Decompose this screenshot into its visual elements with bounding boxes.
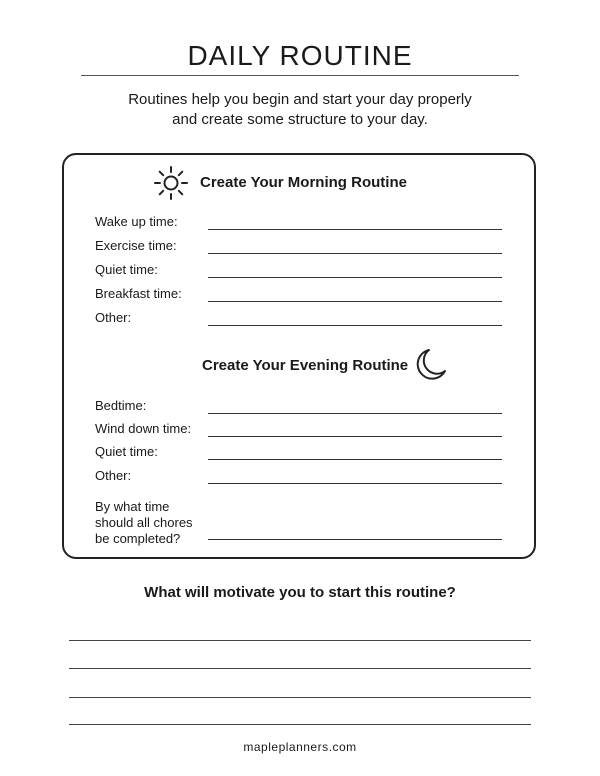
field-label: Quiet time:	[95, 444, 158, 459]
answer-line[interactable]	[208, 301, 502, 302]
intro-line: Routines help you begin and start your day properly	[128, 91, 472, 108]
answer-line[interactable]	[208, 436, 502, 437]
field-label: Wind down time:	[95, 421, 192, 436]
field-label: Wake up time:	[95, 214, 178, 229]
morning-heading: Create Your Morning Routine	[200, 174, 407, 191]
chores-label-line: be completed?	[95, 531, 181, 546]
chores-label-line: should all chores	[95, 515, 193, 530]
page-title: DAILY ROUTINE	[187, 40, 413, 71]
field-label: Other:	[95, 468, 132, 483]
field-label: Quiet time:	[95, 262, 158, 277]
title-divider	[81, 75, 519, 76]
field-label: Exercise time:	[95, 238, 177, 253]
intro-text	[0, 90, 600, 130]
answer-line[interactable]	[208, 539, 502, 540]
answer-line[interactable]	[208, 413, 502, 414]
moon-icon	[412, 347, 448, 383]
routine-box	[62, 153, 536, 559]
answer-line[interactable]	[208, 229, 502, 230]
sun-icon	[153, 165, 189, 201]
field-label: Other:	[95, 310, 132, 325]
answer-line[interactable]	[208, 459, 502, 460]
motivation-line[interactable]	[69, 640, 531, 641]
intro-line: and create some structure to your day.	[172, 111, 428, 128]
answer-line[interactable]	[208, 253, 502, 254]
motivation-line[interactable]	[69, 697, 531, 698]
footer-site: mapleplanners.com	[243, 740, 357, 754]
motivation-line[interactable]	[69, 724, 531, 725]
motivation-line[interactable]	[69, 668, 531, 669]
field-label: Breakfast time:	[95, 286, 182, 301]
answer-line[interactable]	[208, 325, 502, 326]
motivation-question: What will motivate you to start this routine?	[144, 584, 456, 601]
evening-heading: Create Your Evening Routine	[202, 357, 409, 374]
answer-line[interactable]	[208, 483, 502, 484]
answer-line[interactable]	[208, 277, 502, 278]
chores-label-line: By what time	[95, 499, 170, 514]
field-label: Bedtime:	[95, 398, 147, 413]
